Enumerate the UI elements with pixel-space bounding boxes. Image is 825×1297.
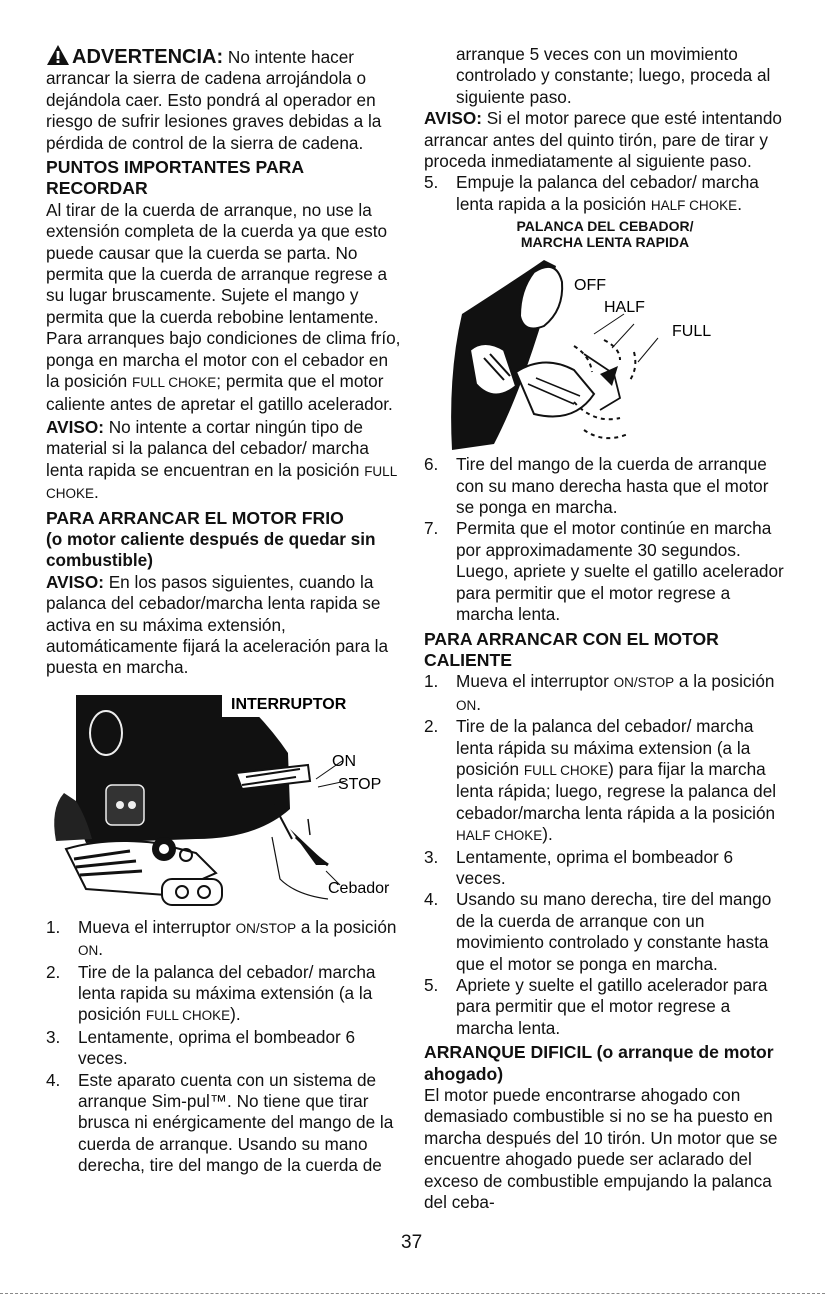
chainsaw-switch-illustration xyxy=(46,689,402,911)
list-item: 6. Tire del mango de la cuerda de arranque con su mano derecha hasta que el motor se ponga en marcha. xyxy=(424,454,769,518)
aviso-label: AVISO: xyxy=(46,416,104,437)
list-item: 1. Mueva el interruptor ON/STOP a la posición ON. xyxy=(46,916,397,960)
warm-start-steps xyxy=(424,671,786,1039)
list-item: 5. Empuje la palanca del cebador/ marcha lenta rapida a la posición HALF CHOKE. xyxy=(424,172,759,214)
list-item: 4. Este aparato cuenta con un sistema de arranque Sim-pul™. No tiene que tirar brusca ni enérgicamente del mango de la cuerda de arranque. Usando su mano derecha, tire del mango de la cuerda de xyxy=(46,1069,394,1176)
warm-start-heading: PARA ARRANCAR CON EL MOTOR CALIENTE xyxy=(424,628,719,670)
aviso-2: AVISO: En los pasos siguientes, cuando la palanca del cebador/marcha lenta rapida se activa en su máxima extensión, automáticamente fijará la aceleración para la puesta en marcha. xyxy=(46,571,389,678)
remember-paragraph-1: Al tirar de la cuerda de arranque, no use la extensión completa de la cuerda ya que esto puede causar que la cuerda se parta. No permita que la cuerda de arranque regrese a su lugar bruscamente. Sujete el mango y permita que la cuerda rebobine lentamente. xyxy=(46,199,388,327)
aviso-label: AVISO: xyxy=(424,108,482,129)
choke-figure-title-2: MARCHA LENTA RAPIDA xyxy=(520,234,690,251)
list-item: 2. Tire de la palanca del cebador/ marcha lenta rápida su máxima extension (a la posición FULL CHOKE) para fijar la marcha lenta rápida; luego, regrese la palanca del cebador/marcha lenta rápida a la posición HALF CHOKE). xyxy=(424,716,777,845)
choke-figure xyxy=(424,218,786,448)
choke-lever-illustration xyxy=(424,254,786,450)
choke-figure-title-1: PALANCA DEL CEBADOR/ xyxy=(516,218,694,235)
right-column xyxy=(424,44,786,1213)
flood-paragraph: El motor puede encontrarse ahogado con demasiado combustible si no se ha puesto en marcha después del 10 tirón. Un motor que se encuentre ahogado puede ser aclarado del exceso de combustible empujando la palanca del ceba- xyxy=(424,1085,778,1213)
half-label: HALF xyxy=(604,299,645,317)
list-item: 3. Lentamente, oprima el bombeador 6 veces. xyxy=(424,846,734,888)
left-column xyxy=(46,44,402,1177)
remember-paragraph-2: Para arranques bajo condiciones de clima frío, ponga en marcha el motor con el cebador en la posición FULL CHOKE; permita que el motor caliente antes de apretar el gatillo acelerador. xyxy=(46,328,401,414)
steps-6-7 xyxy=(424,454,786,625)
cold-start-heading: PARA ARRANCAR EL MOTOR FRIO xyxy=(46,507,344,528)
flood-heading: ARRANQUE DIFICIL (o arranque de motor ahogado) xyxy=(424,1042,774,1084)
list-item: 5. Apriete y suelte el gatillo acelerador para para permitir que el motor regrese a marcha lenta. xyxy=(424,975,768,1038)
list-item: 2. Tire de la palanca del cebador/ marcha lenta rapida su máxima extensión (a la posición FULL CHOKE). xyxy=(46,961,376,1025)
on-label: ON xyxy=(332,752,356,770)
page-number: 37 xyxy=(401,1232,423,1253)
aviso-1: AVISO: No intente a cortar ningún tipo de material si la palanca del cebador/ marcha lenta rapida se encuentran en la posición FULL CHOKE. xyxy=(46,416,397,503)
bottom-divider xyxy=(0,1293,825,1294)
cebador-label: Cebador xyxy=(328,879,390,897)
aviso-label: AVISO: xyxy=(46,571,104,592)
switch-figure xyxy=(46,689,402,911)
list-item: 4. Usando su mano derecha, tire del mango de la cuerda de arranque con un movimiento controlado y constante hasta que el motor se ponga en marcha. xyxy=(424,889,772,974)
list-item: 7. Permita que el motor continúe en marcha por approximadamente 30 segundos. Luego, apriete y suelte el gatillo acelerador para permitir que el motor regrese a marcha lenta. xyxy=(424,518,784,625)
list-item: 3. Lentamente, oprima el bombeador 6 veces. xyxy=(46,1026,356,1069)
warning-triangle-icon xyxy=(46,44,70,66)
cold-start-steps xyxy=(46,917,402,1177)
step-4-continued: arranque 5 veces con un movimiento controlado y constante; luego, proceda al siguiente paso. xyxy=(456,44,771,107)
warning-paragraph xyxy=(46,44,402,154)
full-label: FULL xyxy=(672,323,712,341)
aviso-3: AVISO: Si el motor parece que esté intentando arrancar antes del quinto tirón, pare de tirar y proceda inmediatamente al siguiente paso. xyxy=(424,108,782,172)
interruptor-label: INTERRUPTOR xyxy=(231,695,347,713)
stop-label: STOP xyxy=(338,775,382,793)
off-label: OFF xyxy=(574,277,606,295)
step-5-list xyxy=(424,172,786,216)
warning-label: ADVERTENCIA: xyxy=(72,46,224,68)
warning-text: No intente hacer arrancar la sierra de cadena arrojándola o dejándola caer. Esto pondrá al operador en riesgo de sufrir lesiones graves debidas a la pérdida de control de la sierra de cadena. xyxy=(46,47,382,153)
list-item: 1. Mueva el interruptor ON/STOP a la posición ON. xyxy=(424,671,775,714)
remember-heading: PUNTOS IMPORTANTES PARA RECORDAR xyxy=(46,157,304,199)
cold-start-subheading: (o motor caliente después de quedar sin combustible) xyxy=(46,528,376,571)
